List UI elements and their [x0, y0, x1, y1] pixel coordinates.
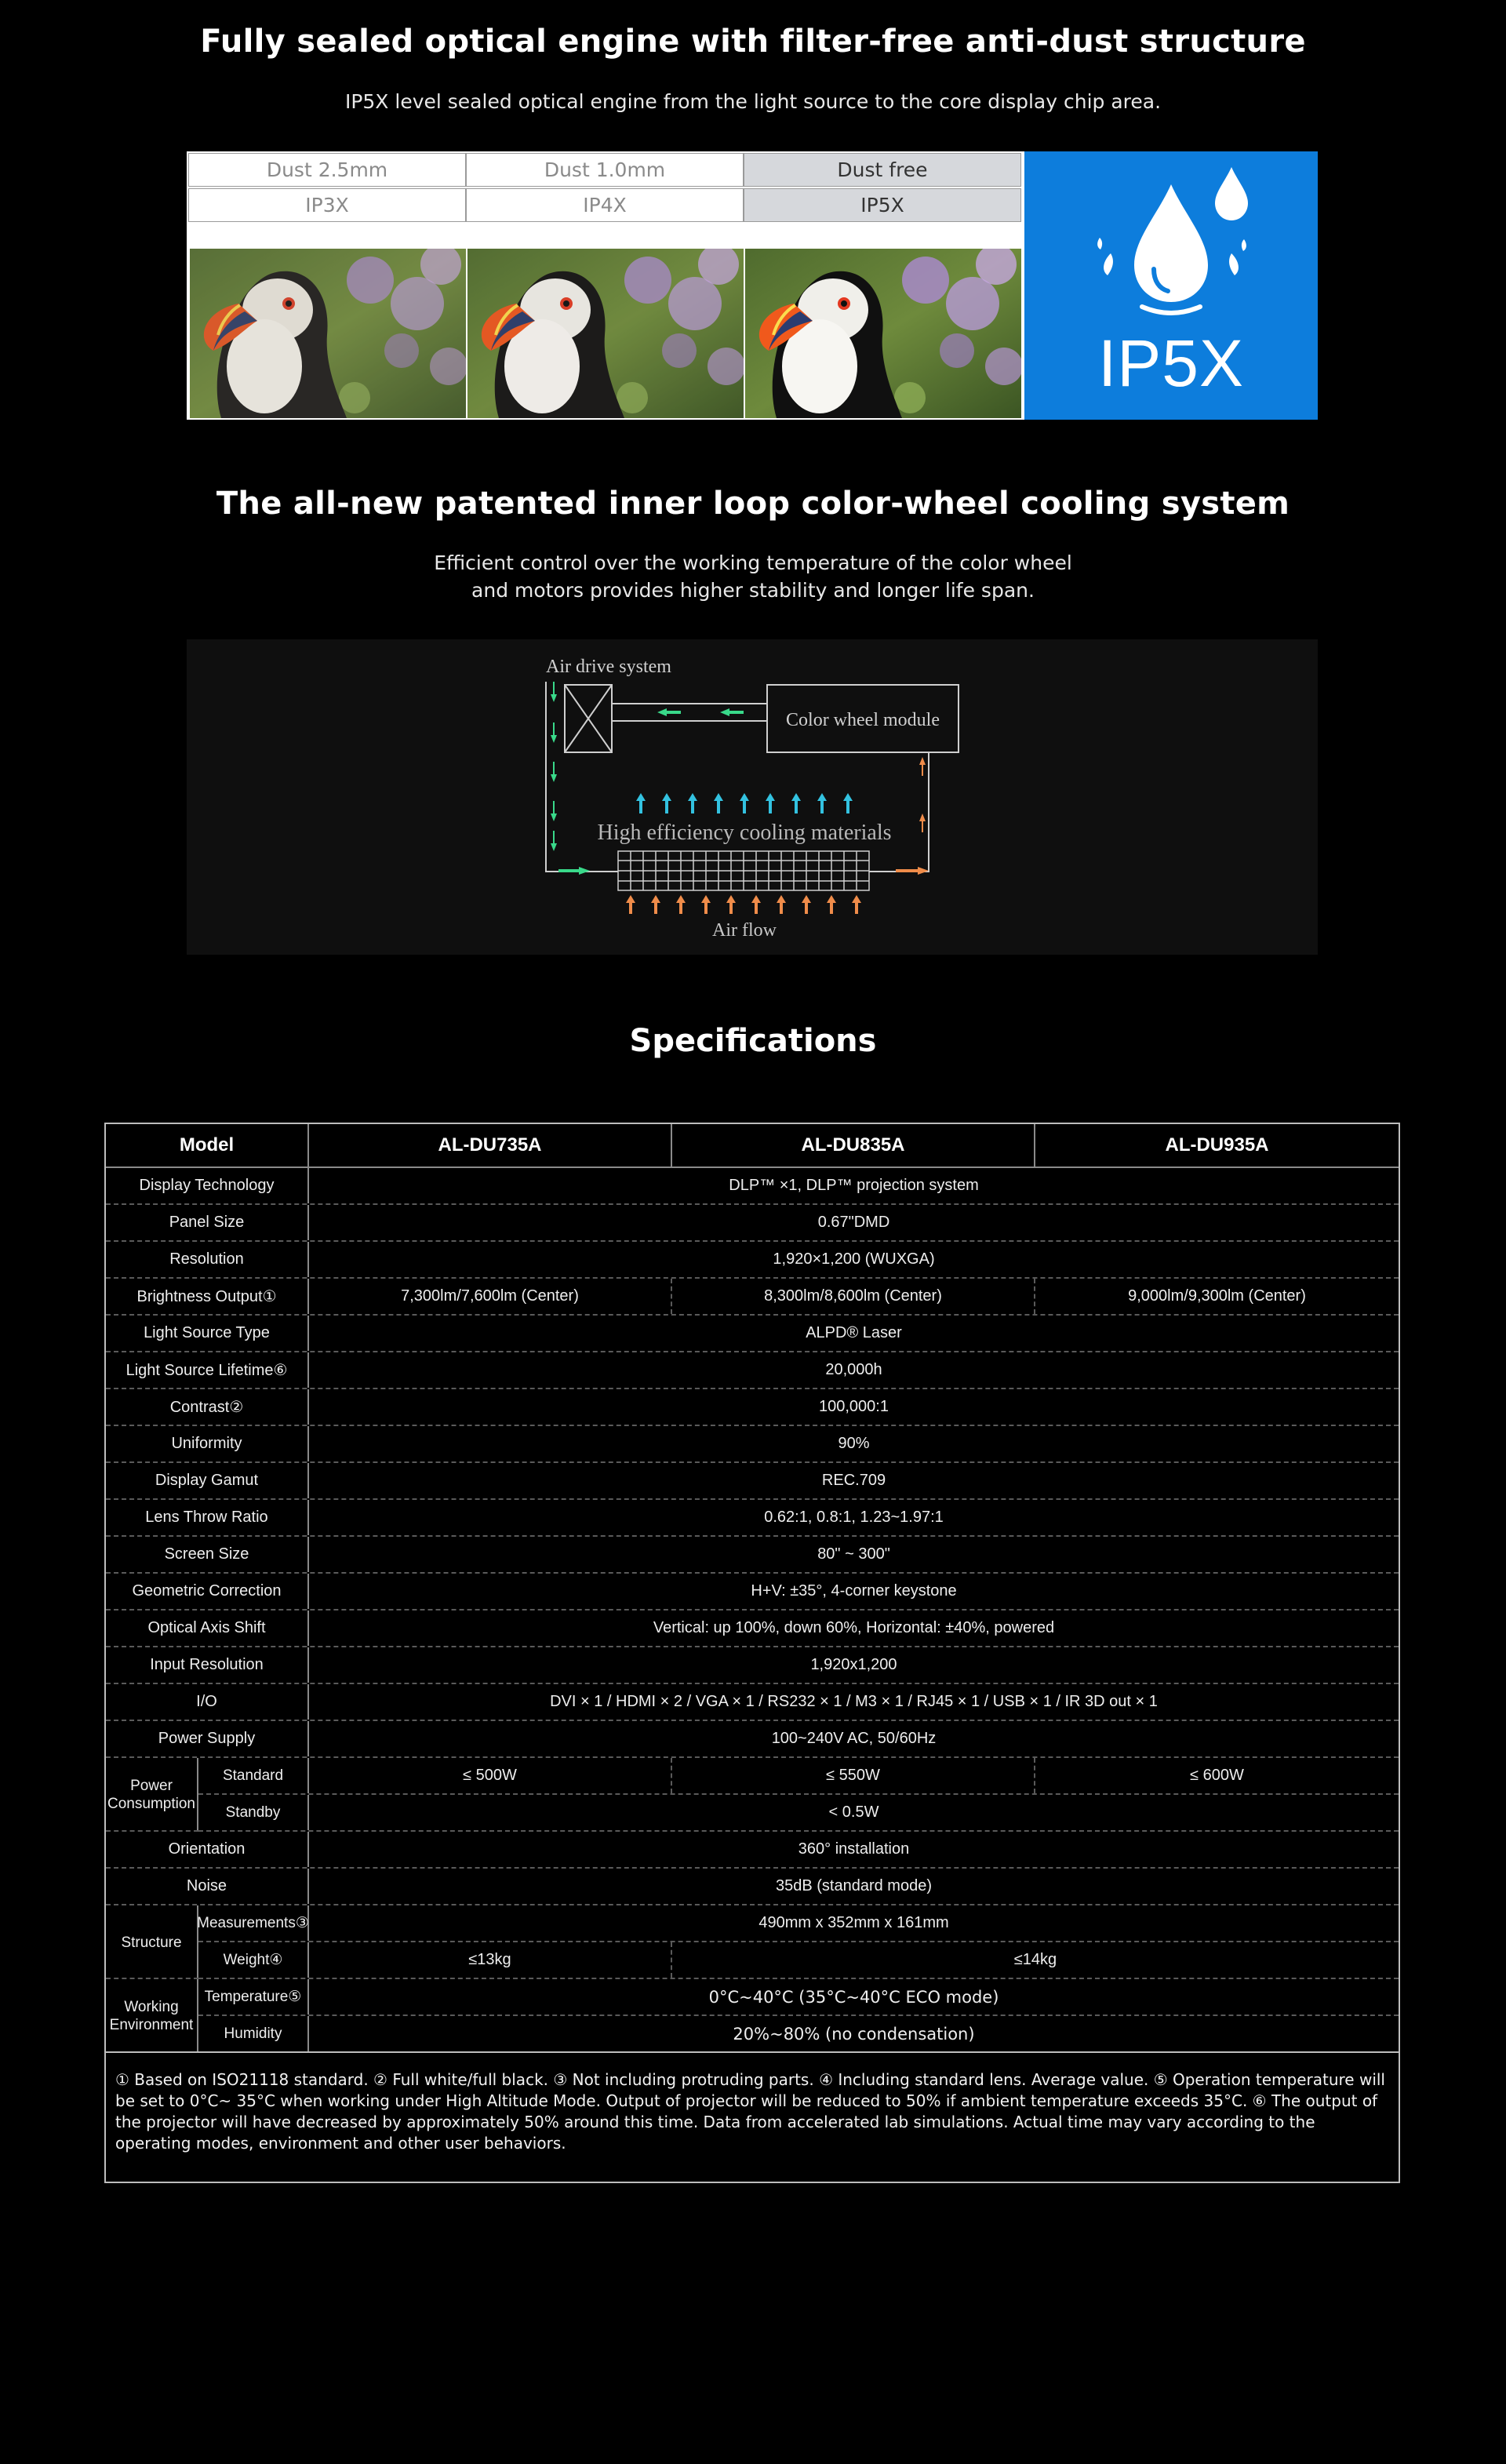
table-row: [198, 1979, 1399, 2016]
green-airflow-arrows: [551, 682, 744, 875]
specs-title-wrap: [0, 1023, 1506, 1059]
table-row: [106, 1537, 1399, 1574]
puffin-photo-ip3x: [190, 249, 466, 418]
row-value: 100~240V AC, 50/60Hz: [771, 1730, 937, 1747]
row-label: Resolution: [106, 1242, 309, 1277]
table-row: [106, 1574, 1399, 1611]
ip-rating-label: IP3X: [188, 188, 466, 222]
row-value: H+V: ±35°, 4-corner keystone: [751, 1582, 957, 1600]
ip5x-badge: [1024, 151, 1318, 420]
table-row: [106, 1647, 1399, 1684]
table-row: [106, 1279, 1399, 1316]
power-standard-label: Standard: [198, 1758, 309, 1793]
row-value: Vertical: up 100%, down 60%, Horizontal: ±40%, powered: [653, 1619, 1055, 1636]
row-label: I/O: [106, 1684, 309, 1720]
cooling-materials-label: High efficiency cooling materials: [597, 821, 892, 845]
measurements-label: Measurements③: [198, 1905, 309, 1941]
dust-subtitle: IP5X level sealed optical engine from the light source to the core display chip area.: [344, 90, 1162, 113]
model-header-3: AL-DU935A: [1165, 1134, 1269, 1156]
humidity-label: Humidity: [198, 2016, 309, 2051]
row-label: Display Technology: [106, 1168, 309, 1203]
row-label: Orientation: [106, 1832, 309, 1867]
row-label: Screen Size: [106, 1537, 309, 1572]
cooling-title: The all-new patented inner loop color-wheel cooling system: [216, 486, 1290, 522]
weight-value-2: ≤14kg: [1013, 1951, 1057, 1968]
power-consumption-label: Power Consumption: [106, 1758, 198, 1832]
cooling-subtitle-line1: Efficient control over the working temperature of the color wheel: [434, 551, 1072, 574]
table-row: [106, 1168, 1399, 1205]
dust-size-label: Dust 1.0mm: [466, 153, 744, 187]
row-label: Geometric Correction: [106, 1574, 309, 1609]
structure-label: Structure: [106, 1905, 198, 1979]
model-header: Model: [106, 1124, 309, 1166]
cooling-diagram: [187, 639, 1318, 955]
table-row: [106, 1463, 1399, 1500]
puffin-photo-ip4x: [467, 249, 744, 418]
row-value: REC.709: [821, 1472, 886, 1489]
table-row: [106, 1352, 1399, 1389]
weight-value-1: ≤13kg: [309, 1942, 672, 1978]
table-row: [106, 1205, 1399, 1242]
dust-subtitle-wrap: [0, 88, 1506, 115]
table-row: [106, 1721, 1399, 1758]
row-value-3: 9,000lm/9,300lm (Center): [1128, 1287, 1306, 1305]
table-row: [106, 1869, 1399, 1905]
heatsink-grid: [618, 851, 869, 890]
row-label: Lens Throw Ratio: [106, 1500, 309, 1535]
table-row: [198, 1905, 1399, 1942]
water-drops-icon: [1024, 151, 1318, 326]
power-standard-2: ≤ 550W: [672, 1758, 1035, 1793]
orange-airflow-arrows: [896, 757, 929, 875]
dust-size-label: Dust free: [744, 153, 1021, 187]
row-label: Noise: [106, 1869, 309, 1904]
table-row: [106, 1832, 1399, 1869]
table-row: [106, 1611, 1399, 1647]
footnotes: ① Based on ISO21118 standard. ② Full white/full black. ③ Not including protruding parts. ④ Including standard lens. Average value. ⑤ Operation temperature will be set to 0°C~ 35°C when working under High Altitude Mode. Output of projector will be reduced to 50% if ambient temperature exceeds 35°C. ⑥ The output of the projector will have decreased by approximately 50% around this time. Data from accelerated lab simulations. Actual time may vary according to the operating modes, environment and other user behaviors.: [115, 2070, 1385, 2153]
air-drive-system-label: Air drive system: [546, 657, 671, 677]
row-label: Power Supply: [106, 1721, 309, 1756]
table-row: [106, 1389, 1399, 1426]
table-header: [106, 1124, 1399, 1168]
dust-section: [0, 24, 1506, 60]
row-label: Light Source Type: [106, 1316, 309, 1351]
dust-size-label: Dust 2.5mm: [188, 153, 466, 187]
table-row: [106, 1242, 1399, 1279]
temperature-value: 0°C~40°C (35°C~40°C ECO mode): [708, 1987, 999, 2007]
dust-title: Fully sealed optical engine with filter-free anti-dust structure: [200, 24, 1306, 60]
row-value: 1,920×1,200 (WUXGA): [773, 1250, 935, 1268]
row-value: 0.67"DMD: [817, 1214, 890, 1231]
row-value: 90%: [838, 1435, 870, 1452]
measurements-value: 490mm x 352mm x 161mm: [758, 1914, 949, 1931]
table-row: [106, 1500, 1399, 1537]
cooling-section: [0, 486, 1506, 522]
cyan-heat-arrows: [636, 793, 853, 813]
dust-comparison: [187, 151, 1318, 420]
row-value: DVI × 1 / HDMI × 2 / VGA × 1 / RS232 × 1 / M3 × 1 / RJ45 × 1 / USB × 1 / IR 3D out × 1: [550, 1693, 1158, 1710]
row-label: Light Source Lifetime⑥: [106, 1352, 309, 1388]
row-label: Display Gamut: [106, 1463, 309, 1498]
ip-rating-label: IP5X: [744, 188, 1021, 222]
row-value: DLP™ ×1, DLP™ projection system: [729, 1177, 979, 1194]
table-row: [198, 1795, 1399, 1832]
air-flow-label: Air flow: [712, 920, 777, 941]
power-standby-value: < 0.5W: [828, 1803, 879, 1821]
dust-column-ip4x: [466, 151, 744, 420]
table-row: [106, 1316, 1399, 1352]
airflow-arrows-bottom: [626, 895, 861, 914]
cooling-subtitle-line2: and motors provides higher stability and longer life span.: [471, 579, 1035, 602]
dust-column-ip5x: [744, 151, 1021, 420]
row-label: Contrast②: [106, 1389, 309, 1425]
row-value: 100,000:1: [819, 1398, 889, 1415]
row-value: 20,000h: [825, 1361, 882, 1378]
working-environment-label: Working Environment: [106, 1979, 198, 2053]
row-value: 360° installation: [798, 1840, 910, 1858]
specs-table: [104, 1123, 1400, 2183]
row-label: Optical Axis Shift: [106, 1611, 309, 1646]
cooling-subtitle-wrap: [0, 549, 1506, 604]
dust-column-ip3x: [188, 151, 466, 420]
row-value: 0.62:1, 0.8:1, 1.23~1.97:1: [764, 1509, 944, 1526]
color-wheel-module-label: Color wheel module: [786, 710, 940, 730]
weight-label: Weight④: [198, 1942, 309, 1978]
table-row: [106, 1684, 1399, 1721]
power-standby-label: Standby: [198, 1795, 309, 1830]
specs-title: Specifications: [629, 1023, 877, 1059]
row-value: 80" ~ 300": [817, 1545, 890, 1563]
temperature-label: Temperature⑤: [198, 1979, 309, 2015]
ip-rating-label: IP4X: [466, 188, 744, 222]
ip5x-badge-label: IP5X: [1097, 326, 1245, 400]
puffin-photo-ip5x: [745, 249, 1021, 418]
row-label: Brightness Output①: [106, 1279, 309, 1314]
dust-grid: [187, 151, 1024, 420]
row-label: Uniformity: [106, 1426, 309, 1461]
row-label: Input Resolution: [106, 1647, 309, 1683]
humidity-value: 20%~80% (no condensation): [733, 2024, 975, 2044]
row-value: ALPD® Laser: [806, 1324, 902, 1341]
power-standard-3: ≤ 600W: [1190, 1767, 1244, 1784]
table-row: [198, 2016, 1399, 2053]
table-row: [198, 1758, 1399, 1795]
row-value: 1,920x1,200: [810, 1656, 897, 1673]
table-row: [198, 1942, 1399, 1979]
table-row: [106, 1426, 1399, 1463]
row-value-1: 7,300lm/7,600lm (Center): [309, 1279, 672, 1314]
row-label: Panel Size: [106, 1205, 309, 1240]
model-header-1: AL-DU735A: [309, 1124, 672, 1166]
model-header-2: AL-DU835A: [672, 1124, 1035, 1166]
row-value: 35dB (standard mode): [775, 1877, 932, 1894]
row-value-2: 8,300lm/8,600lm (Center): [672, 1279, 1035, 1314]
divider: [106, 2051, 198, 2053]
power-standard-1: ≤ 500W: [309, 1758, 672, 1793]
